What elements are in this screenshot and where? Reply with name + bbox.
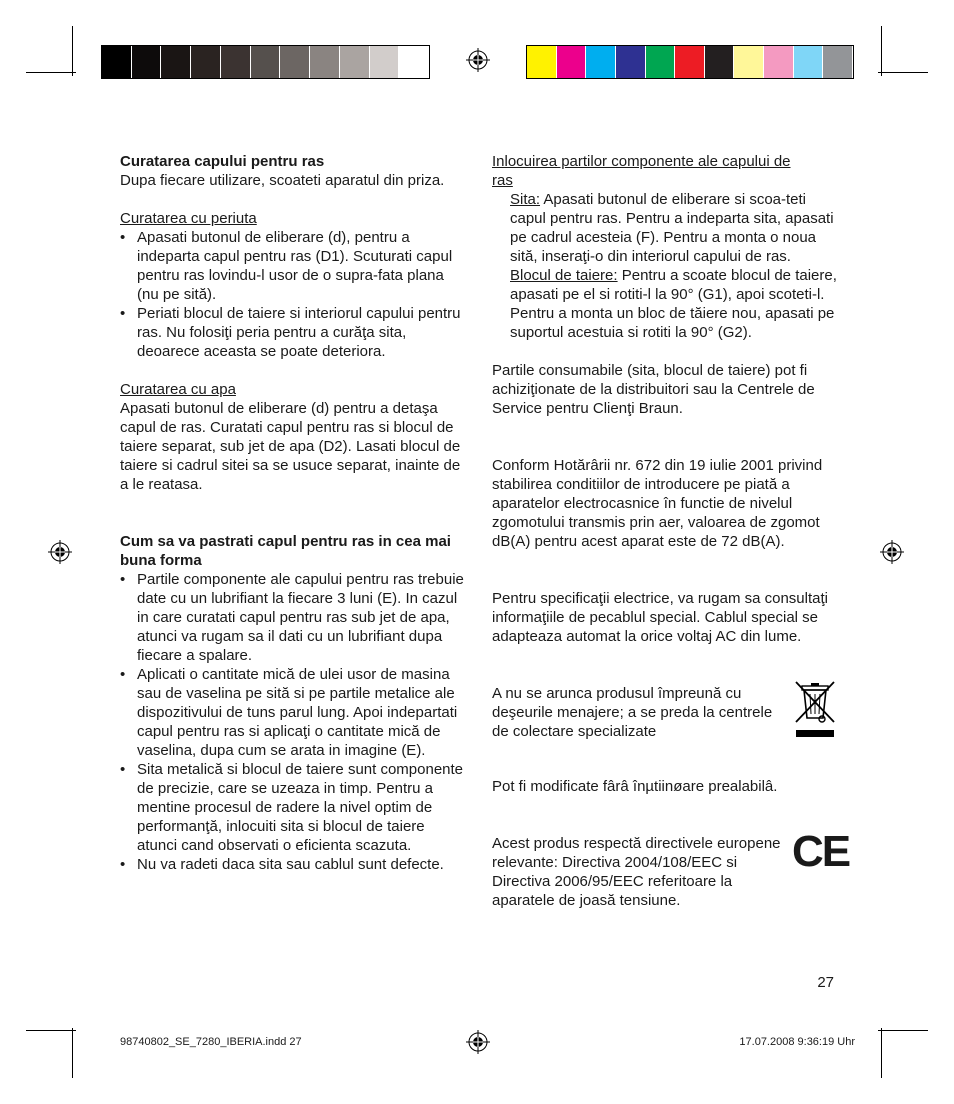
color-swatch bbox=[132, 46, 162, 78]
list-item: • Nu va radeti daca sita sau cablul sunt defecte. bbox=[120, 855, 465, 874]
list-item: • Aplicati o cantitate mică de ulei usor de masina sau de vaselina pe sită si pe partile metalice ale dispozitivului de tuns parul lung. Apoi indepartati capul pentru ras si aplicaţi o cantitate mică de vaselina, dupa cum se arata in imagine (E). bbox=[120, 665, 465, 760]
color-swatch bbox=[102, 46, 132, 78]
cutter-text: Pentru a scoate blocul de taiere, apasati pe el si rotiti-l la 90° (G1), apoi scoteti-l. Pentru a monta un bloc de tăiere nou, apasati pe suportul acestuia si rotiti la 90° (G2). bbox=[510, 267, 837, 341]
color-swatch bbox=[191, 46, 221, 78]
list-item: • Apasati butonul de eliberare (d), pentru a indeparta capul pentru ras (D1). Scuturati capul pentru ras lovindu-l usor de o supra-fata plana (nu pe sită). bbox=[120, 228, 465, 304]
page-number: 27 bbox=[817, 974, 834, 991]
color-swatch bbox=[794, 46, 824, 78]
modification-notice: Pot fi modificate fârâ înµtiinøare prealabilâ. bbox=[492, 778, 778, 795]
color-swatch bbox=[527, 46, 557, 78]
electrical-text: Pentru specificaţii electrice, va rugam sa consultaţi informaţiile de pecablul special. Cablul special se adapteaza automat la orice voltaj AC din lume. bbox=[492, 590, 828, 645]
crop-mark bbox=[881, 1028, 882, 1078]
color-swatch bbox=[734, 46, 764, 78]
list-item: • Periati blocul de taiere si interiorul capului pentru ras. Nu folosiţi peria pentru a curăţa sita, deoarece aceasta se poate deteriora. bbox=[120, 304, 465, 361]
crossed-out-bin-icon bbox=[792, 678, 838, 740]
cutter-label: Blocul de taiere: bbox=[510, 267, 618, 284]
crop-mark bbox=[881, 26, 882, 76]
color-swatch bbox=[310, 46, 340, 78]
file-slug: 98740802_SE_7280_IBERIA.indd 27 bbox=[120, 1036, 302, 1048]
color-swatch bbox=[616, 46, 646, 78]
cleaning-heading: Curatarea capului pentru ras bbox=[120, 153, 325, 170]
disposal-text: A nu se arunca produsul împreună cu deşeurile menajere; a se preda la centrele de colectare specializate bbox=[492, 685, 773, 740]
color-swatch bbox=[370, 46, 400, 78]
crop-mark bbox=[878, 72, 928, 73]
list-item: • Sita metalică si blocul de taiere sunt componente de precizie, care se uzeaza in timp. Pentru a mentine procesul de radere la nivel optim de performanţă, inlocuiti sita si blocul de taiere atunci cand observati o eficienta scazuta. bbox=[120, 760, 465, 855]
crop-mark bbox=[72, 1028, 73, 1078]
foil-label: Sita: bbox=[510, 191, 541, 208]
crop-mark bbox=[26, 1030, 76, 1031]
timestamp-slug: 17.07.2008 9:36:19 Uhr bbox=[739, 1036, 855, 1048]
cleaning-text: Dupa fiecare utilizare, scoateti aparatul din priza. bbox=[120, 172, 445, 189]
right-column bbox=[492, 152, 850, 910]
maintenance-heading: Cum sa va pastrati capul pentru ras in cea mai buna forma bbox=[120, 533, 451, 569]
color-swatch bbox=[705, 46, 735, 78]
cutter-paragraph bbox=[492, 266, 837, 342]
list-item: • Partile componente ale capului pentru ras trebuie date cu un lubrifiant la fiecare 3 luni (E). In cazul in care curatati capul pentru ras sub jet de apa, atunci va rugam sa il dati cu un lubrifiant dupa fiecare a spalare. bbox=[120, 570, 465, 665]
left-column bbox=[120, 152, 465, 874]
foil-text: Apasati butonul de eliberare si scoa-teti capul pentru ras. Pentru a indeparta sita, apasati pe cadrul acesteia (F). Pentru a monta o noua sită, inseraţi-o din interiorul capului de ras. bbox=[510, 191, 834, 265]
ce-compliance-text: Acest produs respectă directivele europene relevante: Directiva 2004/108/EEC si Directiva 2006/95/EEC referitoare la aparatele de joasă tensiune. bbox=[492, 835, 781, 909]
crop-mark bbox=[878, 1030, 928, 1031]
registration-mark-icon bbox=[48, 540, 72, 564]
water-cleaning-text: Apasati butonul de eliberare (d) pentru a detaşa capul de ras. Curatati capul pentru ras si blocul de taiere separat, sub jet de apa (D2). Lasati blocul de taiere si cadrul sitei sa se usuce separat, inainte de a le reatasa. bbox=[120, 400, 461, 493]
foil-paragraph bbox=[492, 190, 837, 266]
color-swatch bbox=[675, 46, 705, 78]
crop-mark bbox=[72, 26, 73, 76]
registration-mark-icon bbox=[880, 540, 904, 564]
color-swatch bbox=[586, 46, 616, 78]
color-swatch bbox=[764, 46, 794, 78]
color-swatch bbox=[399, 46, 429, 78]
color-swatch bbox=[340, 46, 370, 78]
process-color-bar bbox=[526, 45, 854, 79]
color-swatch bbox=[221, 46, 251, 78]
crop-mark bbox=[26, 72, 76, 73]
water-cleaning-heading: Curatarea cu apa bbox=[120, 381, 236, 398]
brush-cleaning-heading: Curatarea cu periuta bbox=[120, 210, 257, 227]
noise-text: Conform Hotărârii nr. 672 din 19 iulie 2001 privind stabilirea conditiilor de introducere pe piată a aparatelor electrocasnice în functie de nivelul zgomotului transmis prin aer, valoarea de zgomot dB(A) pentru acest aparat este de 72 dB(A). bbox=[492, 457, 823, 550]
color-swatch bbox=[823, 46, 853, 78]
consumables-text: Partile consumabile (sita, blocul de taiere) pot fi achiziţionate de la distribuitori sau la Centrele de Service pentru Clienţi Braun. bbox=[492, 362, 815, 417]
color-swatch bbox=[646, 46, 676, 78]
registration-mark-icon bbox=[466, 48, 490, 72]
color-swatch bbox=[161, 46, 191, 78]
gray-color-bar bbox=[101, 45, 430, 79]
color-swatch bbox=[280, 46, 310, 78]
registration-mark-icon bbox=[466, 1030, 490, 1054]
replacement-heading: Inlocuirea partilor componente ale capului de ras bbox=[492, 153, 791, 189]
color-swatch bbox=[557, 46, 587, 78]
ce-mark-icon: CE bbox=[792, 827, 850, 876]
color-swatch bbox=[251, 46, 281, 78]
